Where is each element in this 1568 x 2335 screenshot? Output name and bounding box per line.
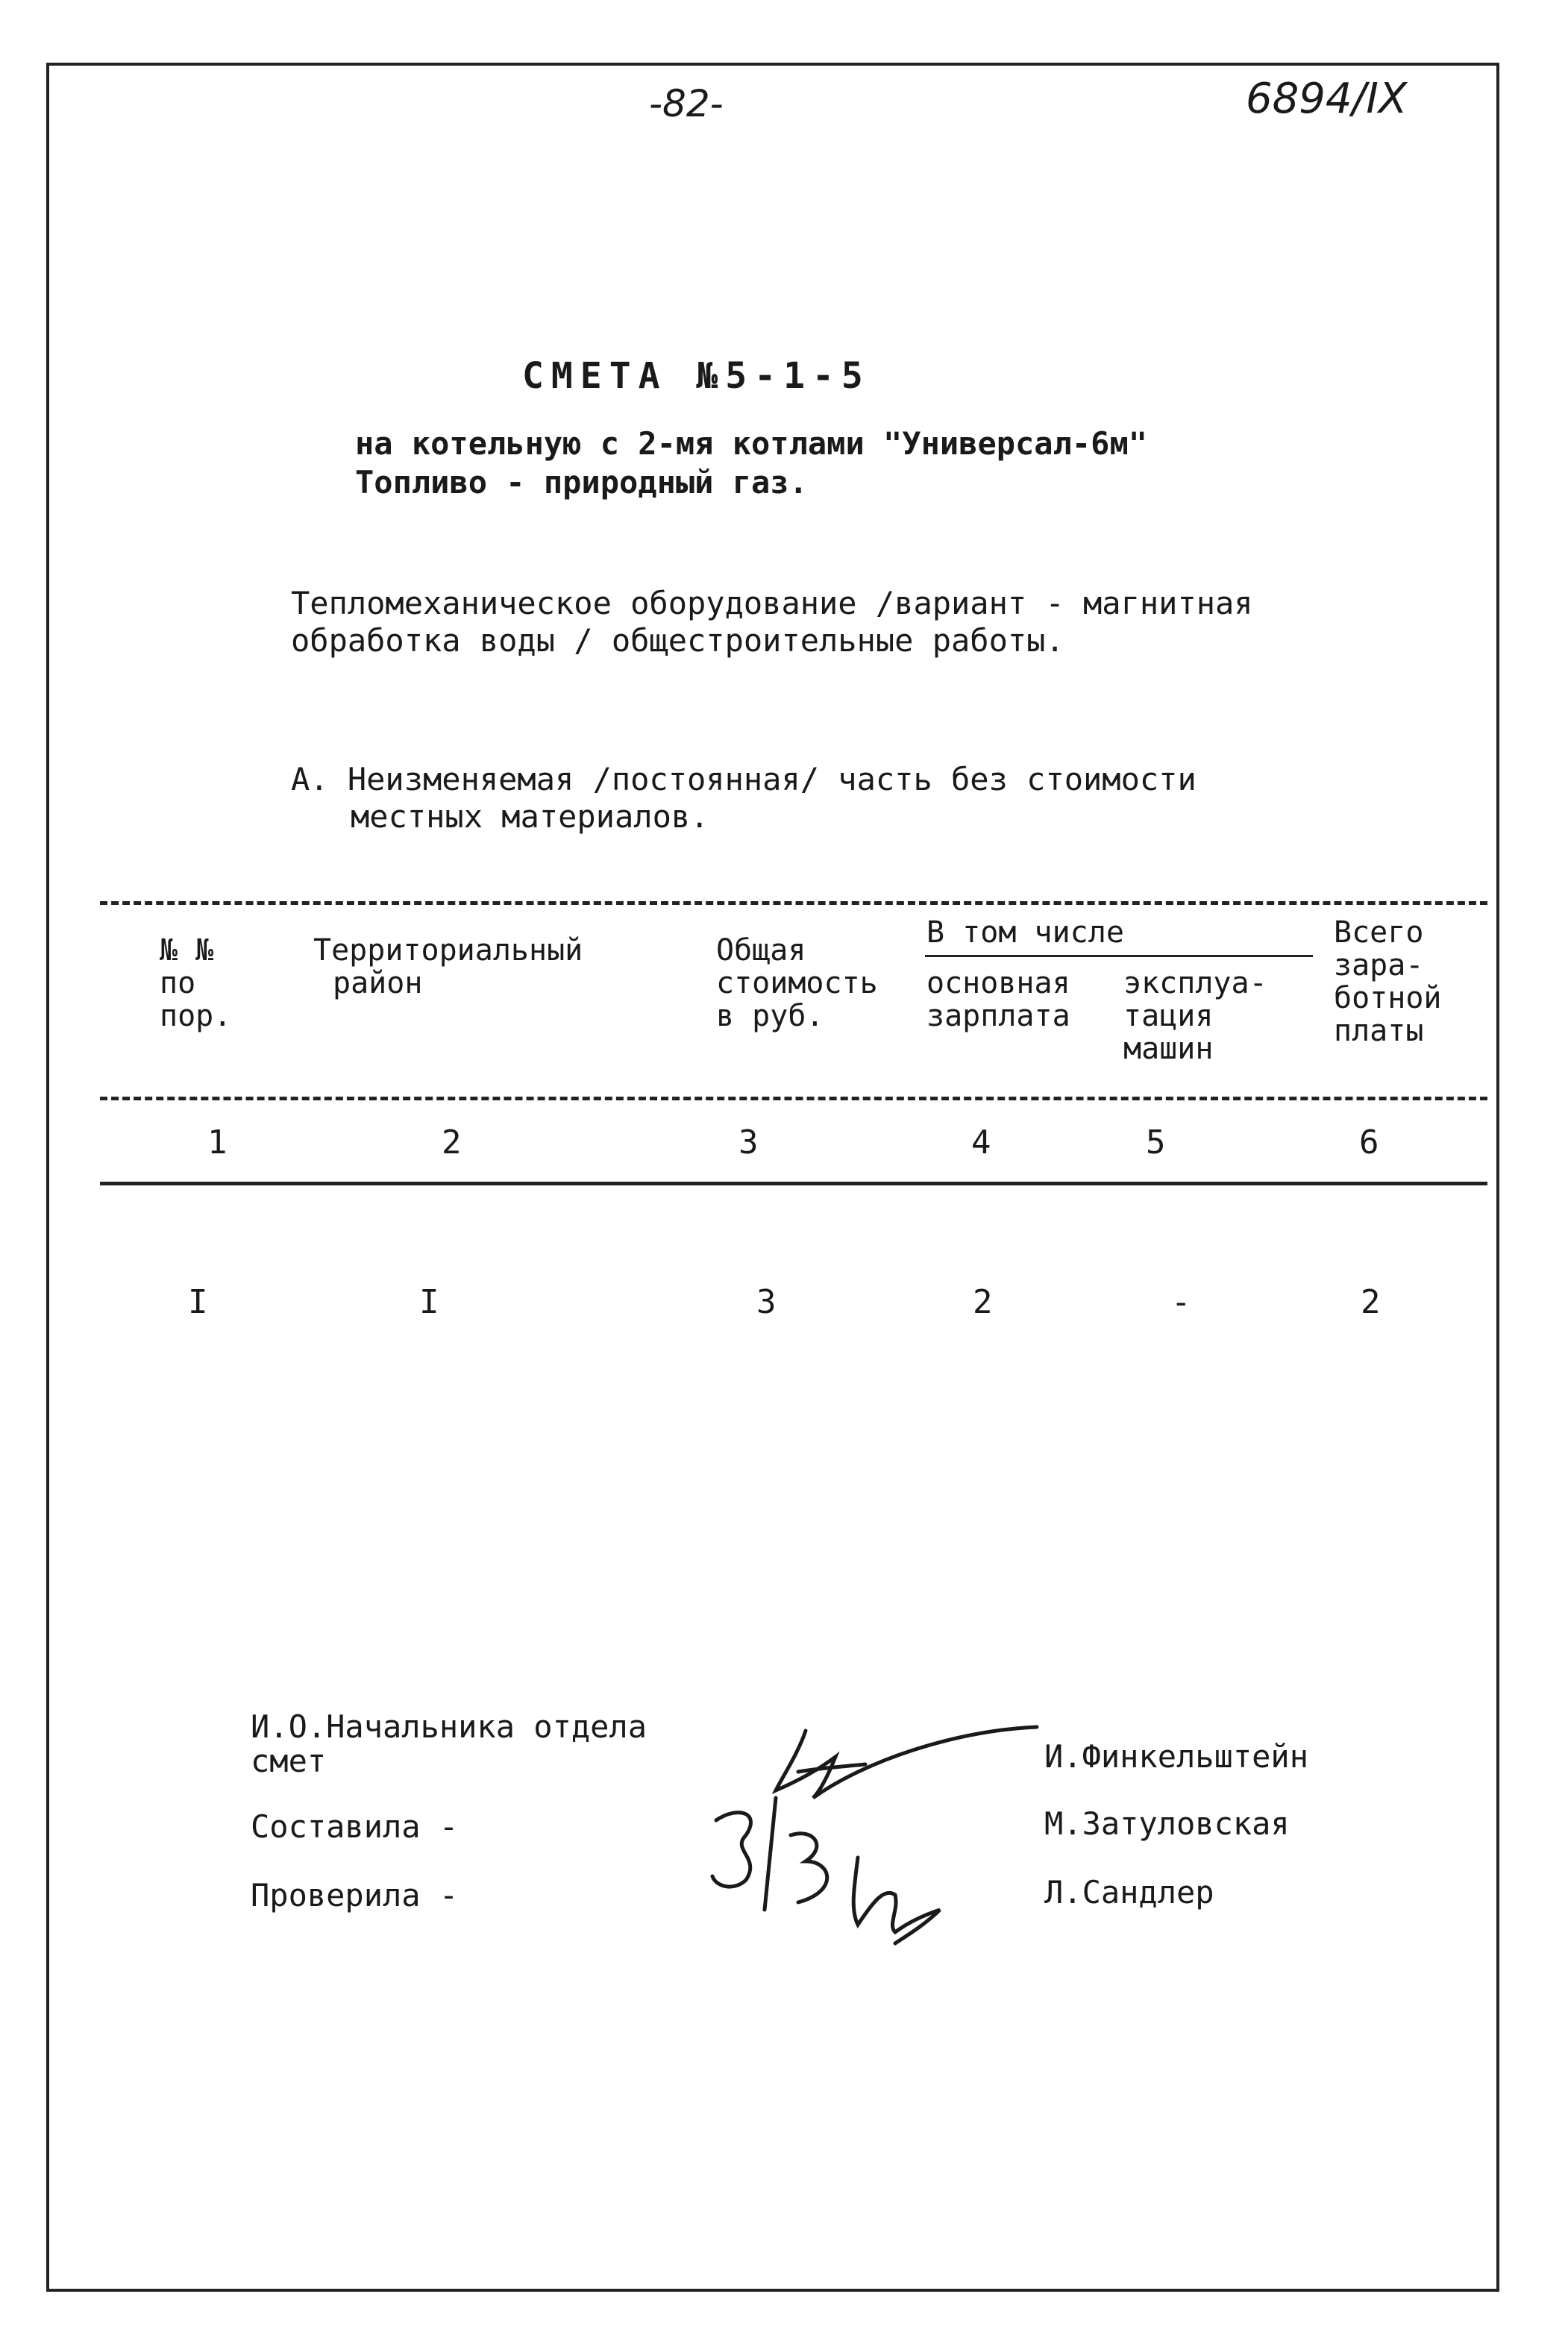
page-number: -82- xyxy=(649,82,724,125)
header-col3-l3: в руб. xyxy=(716,999,824,1033)
table-numbers-rule xyxy=(100,1182,1487,1185)
col-number-3: 3 xyxy=(738,1123,759,1162)
head-label-2: смет xyxy=(251,1743,327,1779)
header-col1-l1: № № xyxy=(160,933,214,968)
header-col2-l1: Территориальный xyxy=(313,933,583,968)
title-line-1: на котельную с 2-мя котлами "Универсал-6м" xyxy=(355,425,1148,462)
group-underline xyxy=(925,955,1313,957)
header-col3-l2: стоимость xyxy=(716,966,878,1000)
header-col5-l1: эксплуа- xyxy=(1123,966,1267,1000)
table-row-cell-2: I xyxy=(419,1283,439,1321)
title-line-2: Топливо - природный газ. xyxy=(355,464,808,501)
header-group: В том числе xyxy=(926,915,1124,950)
header-col4-l2: зарплата xyxy=(926,999,1070,1033)
col-number-4: 4 xyxy=(971,1123,991,1162)
part-a-line-2: местных материалов. xyxy=(351,798,709,835)
header-col1-l2: по xyxy=(160,966,196,1000)
header-col6-l1: Всего xyxy=(1334,915,1424,950)
header-col4-l1: основная xyxy=(926,966,1070,1000)
col-number-5: 5 xyxy=(1146,1123,1166,1162)
header-col1-l3: пор. xyxy=(160,999,232,1033)
col-number-2: 2 xyxy=(442,1123,462,1162)
table-row-cell-6: 2 xyxy=(1361,1283,1381,1321)
page-border xyxy=(46,63,1499,2292)
document-code: 6894/IX xyxy=(1246,75,1408,123)
head-name: И.Финкельштейн xyxy=(1044,1738,1309,1775)
table-header-rule xyxy=(100,1097,1487,1100)
compiled-label: Составила - xyxy=(251,1808,459,1845)
table-row-cell-1: I xyxy=(188,1283,208,1321)
checked-label: Проверила - xyxy=(251,1877,459,1914)
header-col3-l1: Общая xyxy=(716,933,806,968)
header-col5-l2: тация xyxy=(1123,999,1214,1033)
section-line-2: обработка воды / общестроительные работы. xyxy=(291,622,1064,659)
col-number-6: 6 xyxy=(1359,1123,1379,1162)
col-number-1: 1 xyxy=(207,1123,228,1162)
header-col6-l4: платы xyxy=(1334,1014,1424,1048)
table-row-cell-3: 3 xyxy=(756,1283,777,1321)
table-row-cell-5: - xyxy=(1171,1283,1191,1321)
head-label-1: И.О.Начальника отдела xyxy=(251,1708,647,1745)
part-a-line-1: А. Неизменяемая /постоянная/ часть без стоимости xyxy=(291,761,1197,797)
compiled-name: М.Затуловская xyxy=(1044,1805,1290,1842)
checked-name: Л.Сандлер xyxy=(1044,1874,1214,1911)
section-line-1: Тепломеханическое оборудование /вариант - магнитная xyxy=(291,585,1253,621)
header-col6-l3: ботной xyxy=(1334,981,1442,1015)
header-col6-l2: зара- xyxy=(1334,948,1424,982)
handwritten-signature xyxy=(671,1686,1059,1955)
table-top-rule xyxy=(100,901,1487,905)
header-col2-l2: район xyxy=(333,966,423,1000)
table-row-cell-4: 2 xyxy=(973,1283,993,1321)
estimate-title: СМЕТА №5-1-5 xyxy=(522,355,871,397)
header-col5-l3: машин xyxy=(1123,1032,1214,1066)
